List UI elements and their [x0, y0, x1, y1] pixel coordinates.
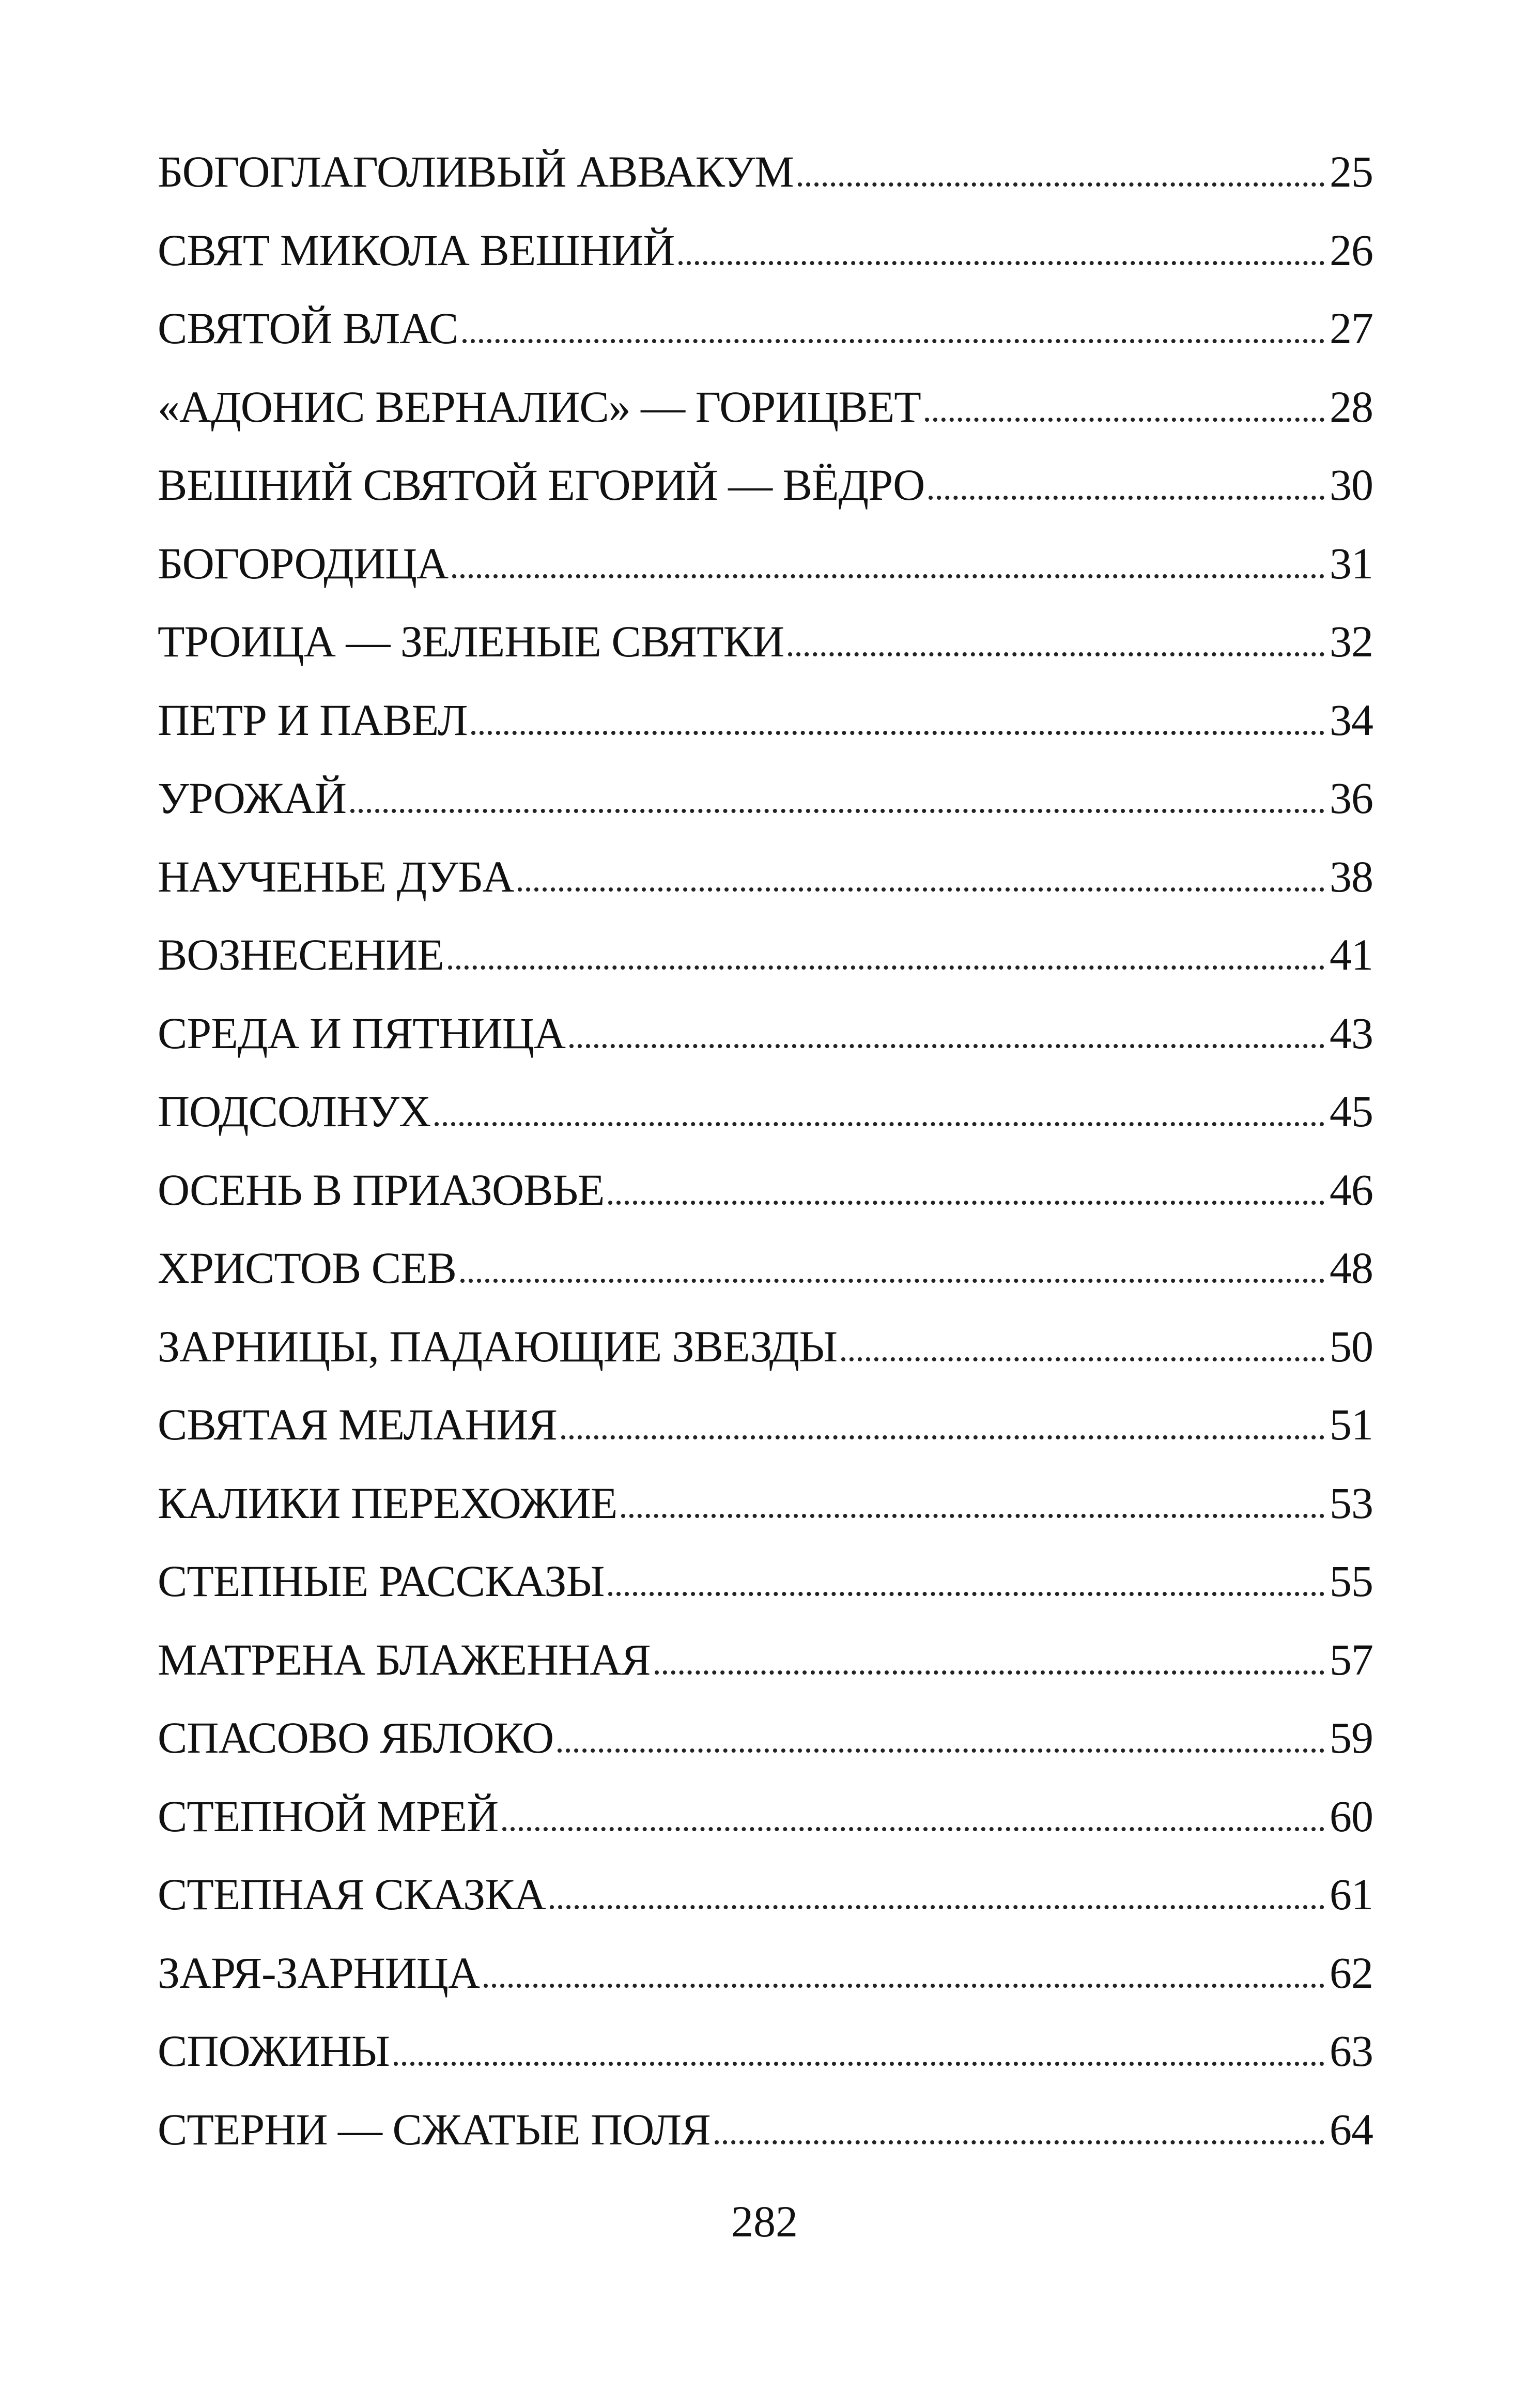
toc-entry-title: СТЕПНАЯ СКАЗКА — [158, 1869, 546, 1919]
toc-entry-title: СТЕПНЫЕ РАССКАЗЫ — [158, 1556, 605, 1606]
toc-entry — [158, 1860, 1373, 1919]
toc-entry-title: КАЛИКИ ПЕРЕХОЖИЕ — [158, 1478, 617, 1528]
toc-entry — [158, 1468, 1373, 1528]
toc-entry-page: 63 — [1330, 2026, 1373, 2076]
toc-entry-title: СПАСОВО ЯБЛОКО — [158, 1713, 554, 1762]
toc-entry-page: 55 — [1330, 1556, 1373, 1606]
toc-entry — [158, 607, 1373, 664]
toc-entry-page: 45 — [1330, 1086, 1373, 1136]
toc-entry — [158, 450, 1373, 510]
dot-leader — [798, 182, 1324, 187]
dot-leader — [350, 809, 1324, 813]
dot-leader — [655, 1670, 1324, 1675]
toc-entry-page: 28 — [1330, 382, 1373, 432]
toc-entry — [158, 1703, 1373, 1760]
toc-entry-page: 25 — [1330, 147, 1373, 196]
dot-leader — [621, 1514, 1324, 1518]
toc-entry-title: ЗАРНИЦЫ, ПАДАЮЩИЕ ЗВЕЗДЫ — [158, 1322, 838, 1371]
toc-entry — [158, 920, 1373, 977]
toc-entry-page: 57 — [1330, 1635, 1373, 1684]
toc-entry-title: СТЕРНИ — СЖАТЫЕ ПОЛЯ — [158, 2105, 711, 2154]
toc-entry-title: ЗАРЯ-ЗАРНИЦА — [158, 1948, 480, 1998]
toc-entry-page: 32 — [1330, 617, 1373, 666]
dot-leader — [929, 496, 1324, 500]
toc-entry-title: СТЕПНОЙ МРЕЙ — [158, 1791, 499, 1841]
dot-leader — [452, 574, 1324, 578]
toc-entry-page: 30 — [1330, 460, 1373, 510]
toc-entry — [158, 763, 1373, 823]
toc-entry-page: 31 — [1330, 539, 1373, 588]
toc-entry — [158, 1782, 1373, 1841]
toc-entry-title: МАТРЕНА БЛАЖЕННАЯ — [158, 1635, 651, 1684]
toc-entry-page: 48 — [1330, 1243, 1373, 1293]
toc-entry-page: 26 — [1330, 225, 1373, 275]
dot-leader — [841, 1357, 1324, 1361]
toc-entry — [158, 529, 1373, 586]
dot-leader — [394, 2062, 1324, 2066]
toc-entry — [158, 1546, 1373, 1606]
toc-entry — [158, 1312, 1373, 1369]
toc-entry-page: 34 — [1330, 695, 1373, 745]
toc-entry-title: ПОДСОЛНУХ — [158, 1086, 431, 1136]
dot-leader — [435, 1122, 1324, 1126]
toc-entry-title: ХРИСТОВ СЕВ — [158, 1243, 457, 1293]
toc-entry-title: СРЕДА И ПЯТНИЦА — [158, 1008, 566, 1058]
toc-entry-title: ТРОИЦА — ЗЕЛЕНЫЕ СВЯТКИ — [158, 617, 784, 666]
toc-entry-title: УРОЖАЙ — [158, 773, 347, 823]
dot-leader — [558, 1749, 1324, 1753]
toc-entry — [158, 685, 1373, 745]
toc-entry — [158, 294, 1373, 353]
toc-entry — [158, 1077, 1373, 1136]
toc-entry — [158, 1233, 1373, 1293]
dot-leader — [484, 1984, 1324, 1988]
toc-entry-title: ВЕШНИЙ СВЯТОЙ ЕГОРИЙ — ВЁДРО — [158, 460, 925, 510]
dot-leader — [518, 887, 1324, 892]
toc-entry-title: ПЕТР И ПАВЕЛ — [158, 695, 468, 745]
toc-entry-page: 62 — [1330, 1948, 1373, 1998]
toc-entry — [158, 1625, 1373, 1682]
dot-leader — [462, 339, 1324, 343]
toc-entry-title: НАУЧЕНЬЕ ДУБА — [158, 852, 514, 901]
dot-leader — [788, 652, 1324, 656]
toc-entry-page: 41 — [1330, 930, 1373, 979]
dot-leader — [550, 1905, 1324, 1909]
dot-leader — [925, 418, 1324, 422]
toc-entry-page: 53 — [1330, 1478, 1373, 1528]
toc-entry-title: ОСЕНЬ В ПРИАЗОВЬЕ — [158, 1165, 605, 1215]
dot-leader — [678, 261, 1324, 265]
dot-leader — [471, 731, 1324, 735]
toc-entry-title: СВЯТОЙ ВЛАС — [158, 303, 458, 353]
toc-entry-page: 51 — [1330, 1400, 1373, 1449]
dot-leader — [569, 1044, 1324, 1048]
toc-entry — [158, 1390, 1373, 1447]
toc-entry — [158, 999, 1373, 1058]
toc-entry — [158, 372, 1373, 432]
dot-leader — [561, 1435, 1324, 1439]
toc-entry — [158, 2095, 1373, 2152]
toc-entry-title: БОГОРОДИЦА — [158, 539, 449, 588]
toc-entry-page: 50 — [1330, 1322, 1373, 1371]
toc-entry — [158, 1155, 1373, 1215]
toc-entry-title: БОГОГЛАГОЛИВЫЙ АВВАКУМ — [158, 147, 794, 196]
toc-entry-title: СВЯТАЯ МЕЛАНИЯ — [158, 1400, 557, 1449]
toc-entry-title: «АДОНИС ВЕРНАЛИС» — ГОРИЦВЕТ — [158, 382, 921, 432]
toc-entry-page: 46 — [1330, 1165, 1373, 1215]
dot-leader — [715, 2140, 1324, 2144]
toc-entry — [158, 216, 1373, 275]
toc-entry-page: 64 — [1330, 2105, 1373, 2154]
toc-entry — [158, 137, 1373, 194]
page-number: 282 — [731, 2197, 798, 2246]
toc-entry-page: 43 — [1330, 1008, 1373, 1058]
toc-entry — [158, 2016, 1373, 2076]
toc-entry-title: СВЯТ МИКОЛА ВЕШНИЙ — [158, 225, 675, 275]
toc-entry-page: 59 — [1330, 1713, 1373, 1762]
toc-entry-page: 60 — [1330, 1791, 1373, 1841]
dot-leader — [448, 965, 1324, 970]
toc-entry-page: 27 — [1330, 303, 1373, 353]
toc-entry — [158, 1938, 1373, 1998]
dot-leader — [502, 1827, 1324, 1831]
toc-entry-page: 61 — [1330, 1869, 1373, 1919]
table-of-contents — [158, 0, 1373, 2408]
toc-entry-title: СПОЖИНЫ — [158, 2026, 390, 2076]
toc-entry-page: 38 — [1330, 852, 1373, 901]
toc-entry-title: ВОЗНЕСЕНИЕ — [158, 930, 444, 979]
toc-entry — [158, 842, 1373, 899]
dot-leader — [608, 1201, 1324, 1205]
dot-leader — [460, 1279, 1324, 1283]
toc-entry-page: 36 — [1330, 773, 1373, 823]
dot-leader — [608, 1592, 1324, 1596]
